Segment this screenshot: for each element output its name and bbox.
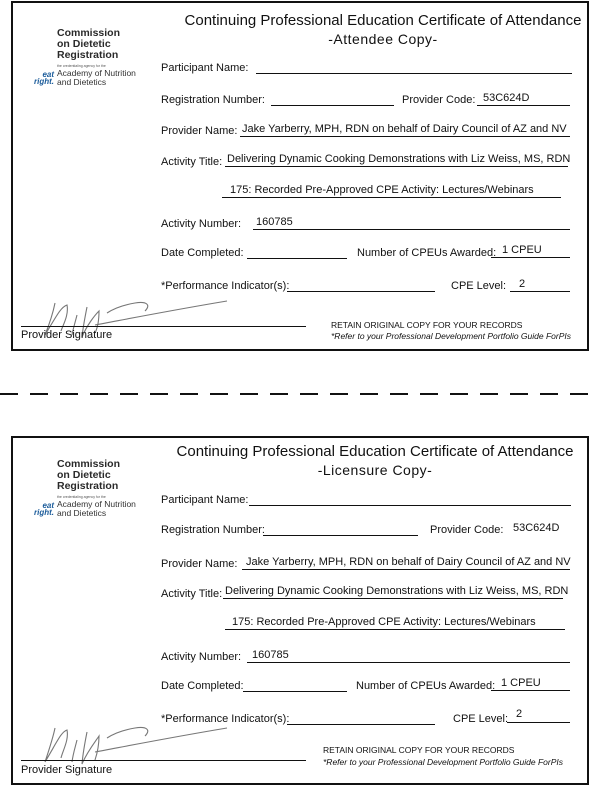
- logo-eat: eat: [42, 501, 54, 510]
- cpeus-label: Number of CPEUs Awarded:: [357, 247, 497, 259]
- activity-type-value: 175: Recorded Pre-Approved CPE Activity: Lectures/Webinars: [230, 184, 534, 196]
- portfolio-guide-note: *Refer to your Professional Development Portfolio Guide ForPIs: [331, 331, 572, 341]
- activity-number-label: Activity Number:: [161, 218, 242, 230]
- activity-number-label: Activity Number:: [161, 651, 242, 663]
- registration-label: Registration Number:: [161, 94, 265, 106]
- portfolio-guide-note: *Refer to your Professional Development Portfolio Guide ForPIs: [323, 757, 564, 767]
- activity-title-value: Delivering Dynamic Cooking Demonstrations with Liz Weiss, MS, RDN: [225, 585, 569, 597]
- registration-label: Registration Number:: [161, 524, 265, 536]
- certificate-heading: Continuing Professional Education Certificate of Attendance: [184, 12, 582, 29]
- provider-code-label: Provider Code:: [402, 94, 476, 106]
- registration-line: [271, 105, 394, 106]
- activity-title-label: Activity Title:: [161, 588, 223, 600]
- provider-name-label: Provider Name:: [161, 125, 238, 137]
- retain-note: RETAIN ORIGINAL COPY FOR YOUR RECORDS: [323, 745, 515, 755]
- activity-number-value: 160785: [256, 216, 293, 228]
- logo-line3: Registration: [57, 49, 119, 61]
- logo-line1: Commission: [57, 27, 121, 39]
- performance-indicator-line: [287, 724, 435, 725]
- cpe-level-label: CPE Level:: [451, 280, 507, 292]
- date-completed-label: Date Completed:: [161, 247, 244, 259]
- licensure-certificate: [11, 436, 589, 785]
- logo-line2: on Dietetic: [57, 38, 111, 50]
- logo-academy2: and Dietetics: [57, 77, 107, 87]
- participant-label: Participant Name:: [161, 494, 249, 506]
- provider-name-line: [242, 569, 570, 570]
- certificate-title: [173, 11, 593, 49]
- logo-academy1: Academy of Nutrition: [57, 68, 136, 78]
- activity-number-line: [253, 229, 570, 230]
- performance-indicator-label: *Performance Indicator(s):: [161, 280, 290, 292]
- eat-right-logo: [32, 71, 54, 85]
- cpeus-label: Number of CPEUs Awarded:: [356, 680, 496, 692]
- cdr-logo: [57, 459, 120, 492]
- date-completed-label: Date Completed:: [161, 680, 244, 692]
- logo-academy1: Academy of Nutrition: [57, 499, 136, 509]
- activity-title-value: Delivering Dynamic Cooking Demonstrations with Liz Weiss, MS, RDN: [227, 153, 571, 165]
- provider-code-line: [477, 105, 570, 106]
- cpe-level-value: 2: [516, 708, 523, 720]
- logo-line1: Commission: [57, 458, 121, 470]
- logo-tagline: the credentialing agency for the: [57, 495, 106, 499]
- provider-code-value: 53C624D: [513, 522, 560, 534]
- date-completed-line: [247, 258, 347, 259]
- activity-number-line: [247, 662, 570, 663]
- cpe-level-label: CPE Level:: [453, 713, 509, 725]
- activity-number-value: 160785: [252, 649, 289, 661]
- cpe-level-line: [510, 291, 570, 292]
- activity-title-label: Activity Title:: [161, 156, 223, 168]
- activity-title-line: [223, 598, 563, 599]
- date-completed-line: [243, 691, 347, 692]
- logo-right: right.: [34, 508, 54, 517]
- academy-logo: [57, 69, 136, 87]
- participant-line: [256, 73, 572, 74]
- provider-signature-label: Provider Signature: [21, 329, 113, 341]
- provider-signature-label: Provider Signature: [21, 764, 113, 776]
- cdr-logo: [57, 28, 120, 61]
- provider-name-value: Jake Yarberry, MPH, RDN on behalf of Dairy Council of AZ and NV: [246, 556, 571, 568]
- attendee-certificate: [11, 1, 589, 351]
- eat-right-logo: [32, 502, 54, 516]
- provider-code-value: 53C624D: [483, 92, 530, 104]
- cpeus-line: [491, 690, 570, 691]
- participant-label: Participant Name:: [161, 62, 249, 74]
- copy-label: -Attendee Copy-: [328, 31, 438, 47]
- logo-right: right.: [34, 77, 54, 86]
- activity-type-line: [222, 197, 561, 198]
- cpeus-line: [491, 257, 570, 258]
- provider-name-line: [240, 136, 570, 137]
- activity-type-line: [225, 629, 565, 630]
- provider-name-value: Jake Yarberry, MPH, RDN on behalf of Dairy Council of AZ and NV: [242, 123, 567, 135]
- signature-line: [21, 760, 306, 761]
- certificate-title: [165, 442, 585, 480]
- cpeus-value: 1 CPEU: [501, 677, 541, 689]
- performance-indicator-line: [287, 291, 435, 292]
- logo-line2: on Dietetic: [57, 469, 111, 481]
- logo-tagline: the credentialing agency for the: [57, 64, 106, 68]
- certificate-heading: Continuing Professional Education Certificate of Attendance: [176, 443, 574, 460]
- cpe-level-line: [507, 722, 570, 723]
- registration-line: [263, 535, 418, 536]
- participant-line: [249, 505, 571, 506]
- academy-logo: [57, 500, 136, 518]
- retain-note: RETAIN ORIGINAL COPY FOR YOUR RECORDS: [331, 320, 523, 330]
- cpeus-value: 1 CPEU: [502, 244, 542, 256]
- activity-title-line: [225, 166, 568, 167]
- logo-academy2: and Dietetics: [57, 508, 107, 518]
- performance-indicator-label: *Performance Indicator(s):: [161, 713, 290, 725]
- signature-line: [21, 326, 306, 327]
- provider-name-label: Provider Name:: [161, 558, 238, 570]
- cpe-level-value: 2: [519, 278, 526, 290]
- copy-label: -Licensure Copy-: [317, 462, 433, 478]
- cut-line: [0, 393, 600, 395]
- logo-line3: Registration: [57, 480, 119, 492]
- provider-code-label: Provider Code:: [430, 524, 504, 536]
- logo-eat: eat: [42, 70, 54, 79]
- activity-type-value: 175: Recorded Pre-Approved CPE Activity: Lectures/Webinars: [232, 616, 536, 628]
